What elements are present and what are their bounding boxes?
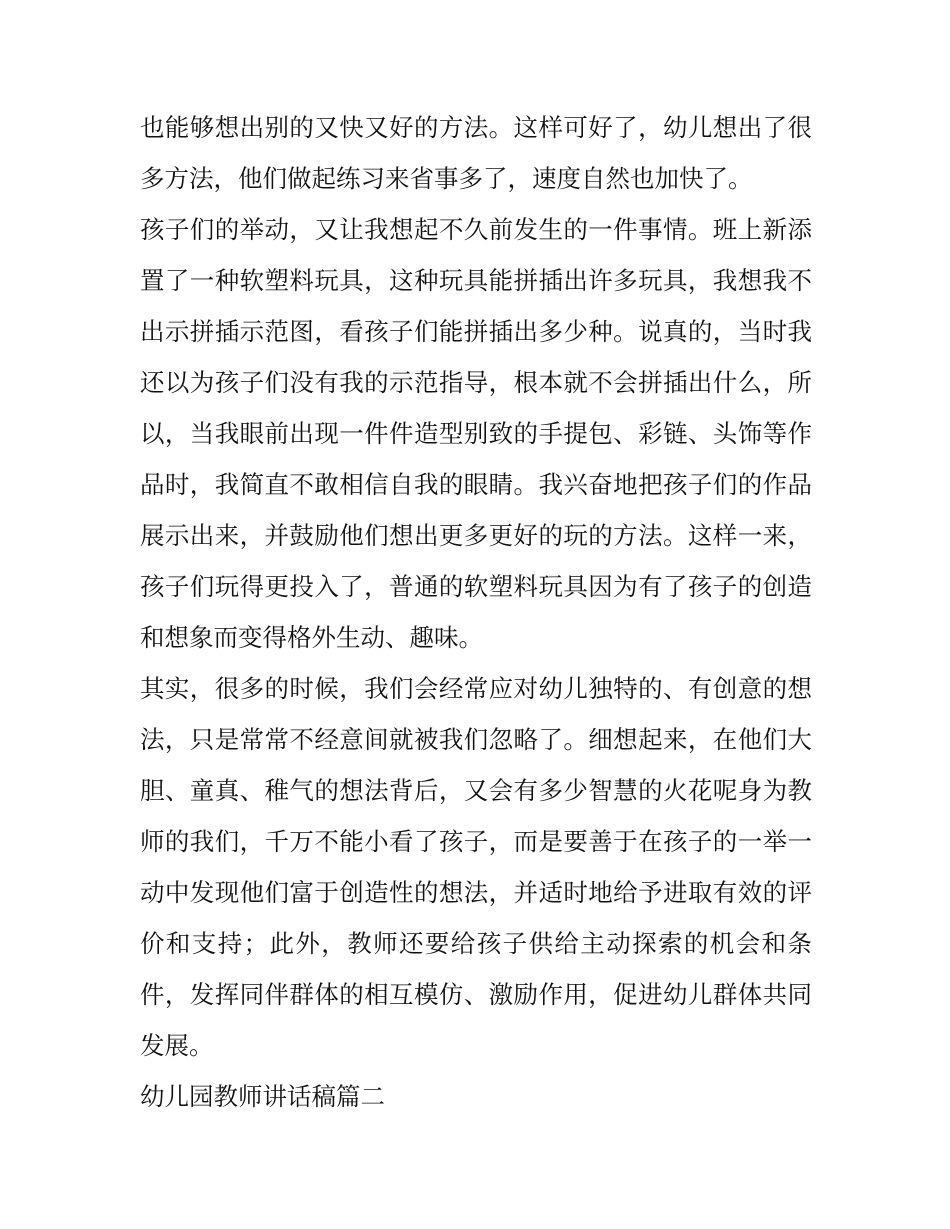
text-line: 还以为孩子们没有我的示范指导，根本就不会拼插出什么，所 <box>140 368 812 397</box>
text-line: 置了一种软塑料玩具，这种玩具能拼插出许多玩具，我想我不 <box>140 266 812 295</box>
text-line: 价和支持；此外，教师还要给孩子供给主动探索的机会和条 <box>140 929 812 958</box>
text-line: 动中发现他们富于创造性的想法，并适时地给予进取有效的评 <box>140 878 812 907</box>
text-line: 孩子们的举动，又让我想起不久前发生的一件事情。班上新添 <box>140 215 812 244</box>
text-line: 出示拼插示范图，看孩子们能拼插出多少种。说真的，当时我 <box>140 317 812 346</box>
text-line: 展示出来，并鼓励他们想出更多更好的玩的方法。这样一来， <box>140 521 812 550</box>
text-line: 件，发挥同伴群体的相互模仿、激励作用，促进幼儿群体共同 <box>140 980 812 1009</box>
text-line: 法，只是常常不经意间就被我们忽略了。细想起来，在他们大 <box>140 725 812 754</box>
paragraph-toy-story <box>140 204 812 663</box>
text-line: 其实，很多的时候，我们会经常应对幼儿独特的、有创意的想 <box>140 674 812 703</box>
document-body <box>140 102 812 1122</box>
text-line: 和想象而变得格外生动、趣味。 <box>140 623 483 652</box>
heading-line: 幼儿园教师讲话稿篇二 <box>140 1082 385 1111</box>
text-line: 多方法，他们做起练习来省事多了，速度自然也加快了。 <box>140 164 753 193</box>
paragraph-continuation <box>140 102 812 204</box>
text-line: 发展。 <box>140 1031 214 1060</box>
section-heading <box>140 1071 812 1122</box>
text-line: 以，当我眼前出现一件件造型别致的手提包、彩链、头饰等作 <box>140 419 812 448</box>
text-line: 品时，我简直不敢相信自我的眼睛。我兴奋地把孩子们的作品 <box>140 470 812 499</box>
paragraph-reflection <box>140 663 812 1071</box>
text-line: 师的我们，千万不能小看了孩子，而是要善于在孩子的一举一 <box>140 827 812 856</box>
text-line: 孩子们玩得更投入了，普通的软塑料玩具因为有了孩子的创造 <box>140 572 812 601</box>
text-line: 胆、童真、稚气的想法背后，又会有多少智慧的火花呢身为教 <box>140 776 812 805</box>
text-line: 也能够想出别的又快又好的方法。这样可好了，幼儿想出了很 <box>140 113 812 142</box>
